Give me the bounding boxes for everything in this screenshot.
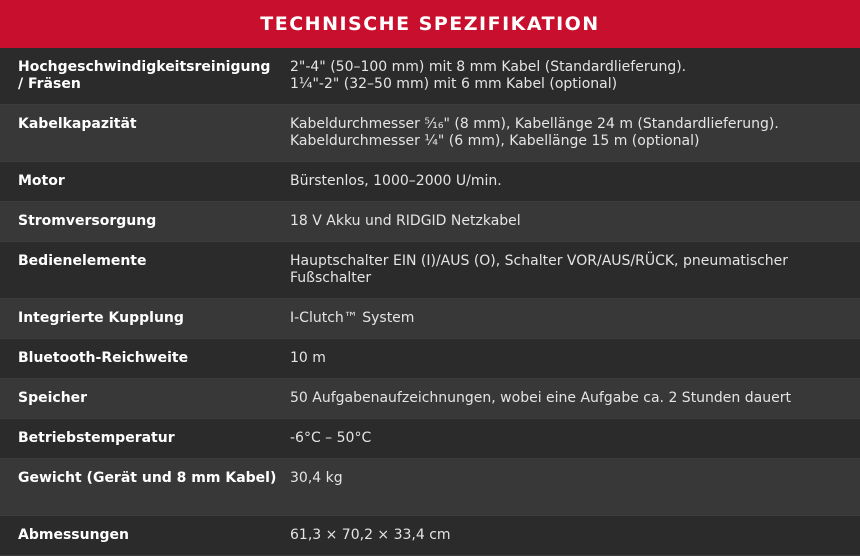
table-row [0,459,860,516]
table-header [0,0,860,48]
page-title: TECHNISCHE SPEZIFIKATION [260,13,600,35]
row-value [290,253,860,298]
row-label: Hochgeschwindigkeitsreinigung / Fräsen [18,59,271,92]
value-line: 30,4 kg [290,470,343,486]
value-line: Hauptschalter EIN (I)/AUS (O), Schalter VOR/AUS/RÜCK, pneumatischer Fußschalter [290,253,789,286]
table-row [0,162,860,202]
value-line: Kabeldurchmesser ¼" (6 mm), Kabellänge 15 m (optional) [290,133,700,149]
row-label: Gewicht (Gerät und 8 mm Kabel) [18,470,277,486]
table-row [0,105,860,162]
value-line: 61,3 × 70,2 × 33,4 cm [290,527,451,543]
table-row [0,202,860,242]
value-line: 18 V Akku und RIDGID Netzkabel [290,213,521,229]
table-row [0,299,860,339]
spec-rows [0,48,860,556]
value-line: Bürstenlos, 1000–2000 U/min. [290,173,502,189]
value-line: -6°C – 50°C [290,430,372,446]
row-value [290,430,860,458]
table-row [0,339,860,379]
value-line: 10 m [290,350,326,366]
row-value [290,310,860,338]
row-label: Bedienelemente [18,253,147,269]
row-value [290,213,860,241]
table-row [0,516,860,556]
table-row [0,242,860,299]
value-line: 50 Aufgabenaufzeichnungen, wobei eine Aufgabe ca. 2 Stunden dauert [290,390,791,406]
row-label: Integrierte Kupplung [18,310,184,326]
row-value [290,527,860,555]
row-label: Stromversorgung [18,213,157,229]
row-value [290,470,860,515]
value-line: I-Clutch™ System [290,310,415,326]
row-label: Betriebstemperatur [18,430,175,446]
row-value [290,116,860,161]
row-label: Kabelkapazität [18,116,137,132]
value-line: Kabeldurchmesser ⁵⁄₁₆" (8 mm), Kabellänge 24 m (Standardlieferung). [290,116,779,132]
row-label: Abmessungen [18,527,130,543]
table-row [0,48,860,105]
row-label: Motor [18,173,65,189]
row-value [290,390,860,418]
table-row [0,419,860,459]
row-value [290,59,860,104]
row-label: Bluetooth-Reichweite [18,350,189,366]
row-value [290,173,860,201]
row-label: Speicher [18,390,88,406]
row-value [290,350,860,378]
table-row [0,379,860,419]
value-line: 2"-4" (50–100 mm) mit 8 mm Kabel (Standardlieferung). [290,59,687,75]
value-line: 1¼"-2" (32–50 mm) mit 6 mm Kabel (optional) [290,76,618,92]
